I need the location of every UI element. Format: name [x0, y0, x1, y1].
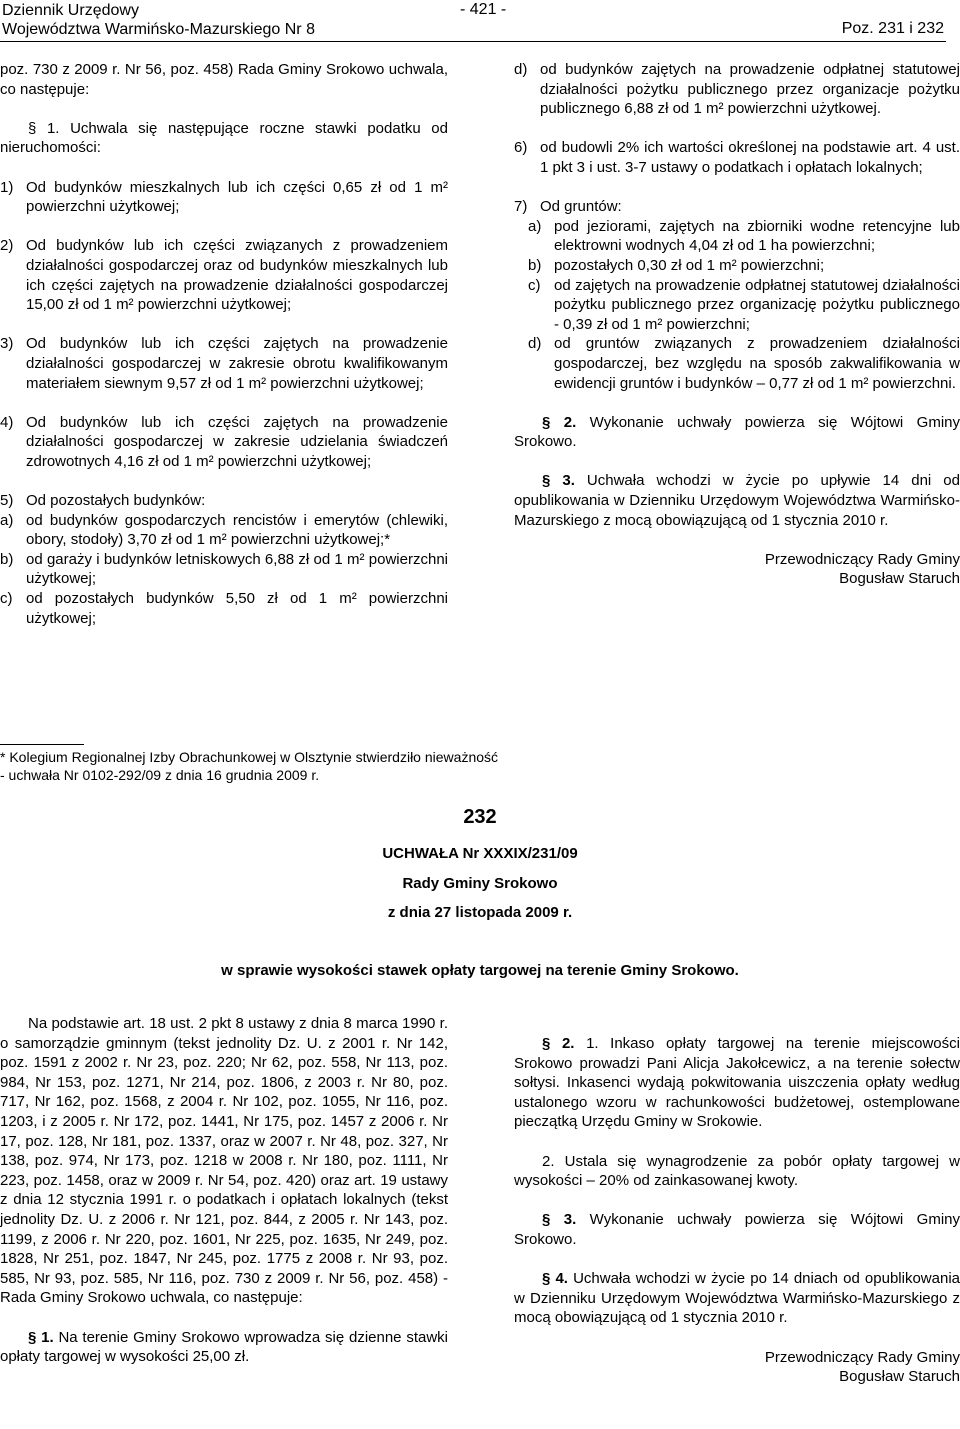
sub-item-letter: a) — [528, 217, 542, 235]
sub-item-letter: d) — [514, 61, 528, 78]
doc232-par3-num: § 3. — [542, 1211, 577, 1229]
sub-item-letter: b) — [0, 550, 14, 568]
doc231-signature-name: Bogusław Staruch — [839, 570, 960, 588]
sub-item-text: od gruntów związanych z prowadzeniem działalności gospodarczej, bez względu na sposób zakwalifikowania w ewidencji gruntów i budynków – 0,77 zł od 1 m² powierzchni. — [554, 335, 960, 392]
doc232-par1 — [0, 1328, 448, 1367]
doc232-subject: w sprawie wysokości stawek opłaty targowej na terenie Gminy Srokowo. — [221, 962, 739, 979]
item-number: 1) — [0, 178, 14, 196]
item-number: 6) — [514, 139, 528, 157]
doc232-left-column — [0, 1014, 448, 1367]
doc231-item-5 — [0, 491, 448, 511]
sub-item-letter: b) — [528, 256, 542, 274]
page-number: - 421 - — [460, 1, 507, 18]
sub-item-text: pozostałych 0,30 zł od 1 m² powierzchni; — [554, 256, 825, 274]
header-divider — [0, 41, 946, 42]
doc231-item-7c — [528, 276, 960, 335]
item-number: 2) — [0, 237, 14, 255]
item-text: Od budynków lub ich części zajętych na prowadzenie działalności gospodarczej w zakresie udzielania świadczeń zdrowotnych 4,16 zł od 1 m² powierzchni użytkowej; — [26, 413, 448, 470]
footnote-divider — [0, 744, 84, 745]
item-number: 5) — [0, 492, 14, 510]
doc232-par2-2: 2. Ustala się wynagrodzenie za pobór opłaty targowej w wysokości – 20% od zainkasowanej kwoty. — [514, 1152, 960, 1190]
doc232-par2-num: § 2. — [542, 1035, 575, 1052]
doc232-par4-num: § 4. — [542, 1270, 568, 1288]
item-text: Od gruntów: — [540, 198, 622, 216]
doc232-signature-name: Bogusław Staruch — [839, 1368, 960, 1386]
item-number: 4) — [0, 413, 14, 431]
doc231-item-5a — [0, 511, 448, 550]
doc231-par2 — [514, 413, 960, 452]
doc231-par3-text: Uchwała wchodzi w życie po upływie 14 dni od opublikowania w Dzienniku Urzędowym Województwa Warmińsko-Mazurskiego z mocą obowiązującą od 1 stycznia 2010 r. — [514, 472, 960, 529]
sub-item-letter: c) — [0, 590, 13, 608]
position-number: Poz. 231 i 232 — [841, 20, 944, 37]
doc232-par4 — [514, 1269, 960, 1328]
sub-item-text: od zajętych na prowadzenie odpłatnej statutowej działalności pożytku publicznego przez organizację pożytku publicznego - 0,39 zł od 1 m² powierzchni; — [554, 276, 960, 333]
sub-item-text: od pozostałych budynków 5,50 zł od 1 m² powierzchni użytkowej; — [26, 590, 448, 627]
doc231-par2-num: § 2. — [542, 413, 577, 431]
sub-item-text: od garaży i budynków letniskowych 6,88 zł od 1 m² powierzchni użytkowej; — [26, 550, 448, 588]
footnote — [0, 748, 498, 784]
journal-title-line2: Województwa Warmińsko-Mazurskiego Nr 8 — [2, 21, 315, 38]
doc231-item-6 — [514, 138, 960, 177]
doc231-item-4 — [0, 413, 448, 472]
doc232-basis: Na podstawie art. 18 ust. 2 pkt 8 ustawy z dnia 8 marca 1990 r. o samorządzie gminnym (tekst jednolity Dz. U. z 2001 r. Nr 142, poz. 1591 z 2002 r. Nr 23, poz. 220; Nr 62, poz. 558, Nr 113, poz. 984, Nr 153, poz. 1271, Nr 214, poz. 1806, z 2003 r. Nr 80, poz. 717, Nr 162, poz. 1568, z 2004 r. Nr 102, poz. 1055, Nr 116, poz. 1203, i z 2005 r. Nr 172, poz. 1441, Nr 175, poz. 1457 z 2006 r. Nr 17, poz. 128, Nr 181, poz. 1337, oraz w 2007 r. Nr 48, poz. 327, Nr 138, poz. 974, Nr 173, poz. 1218 w 2008 r. Nr 180, poz. 1111, Nr 223, poz. 1458, oraz w 2009 r. Nr 54, poz. 420) oraz art. 19 ustawy z dnia 12 stycznia 1991 r. o podatkach i opłatach lokalnych (tekst jednolity Dz. U. z 2006 r. Nr 121, poz. 844, z 2005 r. Nr 143, poz. 1199, z 2006 r. Nr 220, poz. 1601, Nr 225, poz. 1635, Nr 249, poz. 1828, Nr 251, poz. 1847, Nr 245, poz. 1775 z 2008 r. Nr 93, poz. 585, Nr 93, poz. 585, Nr 116, poz. 730 z 2009 r. Nr 56, poz. 458) - Rada Gminy Srokowo uchwala, co następuje: — [0, 1015, 448, 1307]
doc232-right-column — [514, 1034, 960, 1387]
item-text: Od budynków lub ich części zajętych na prowadzenie działalności gospodarczej w zakresie obrotu kwalifikowanym materiałem siewnym 9,57 zł od 1 m² powierzchni użytkowej; — [26, 335, 448, 392]
doc231-item-7d — [528, 334, 960, 393]
journal-title-line1: Dziennik Urzędowy — [2, 2, 139, 19]
doc231-par1-num: § 1. — [28, 119, 60, 137]
doc232-par4-text: Uchwała wchodzi w życie po 14 dniach od opublikowania w Dzienniku Urzędowym Województwa Warmińsko-Mazurskiego z mocą obowiązującą od 1 stycznia 2010 r. — [514, 1270, 960, 1327]
item-text: od budowli 2% ich wartości określonej na podstawie art. 4 ust. 1 pkt 3 i ust. 3-7 ustawy o podatkach i opłatach lokalnych; — [540, 139, 960, 176]
sub-item-text: od budynków gospodarczych rencistów i emerytów (chlewiki, obory, stodoły) 3,70 zł od 1 m² powierzchni użytkowej;* — [26, 511, 448, 549]
doc231-par1 — [0, 119, 448, 158]
sub-item-letter: a) — [0, 511, 14, 529]
doc232-par3 — [514, 1210, 960, 1249]
doc231-item-5b — [0, 550, 448, 589]
item-text: Od budynków mieszkalnych lub ich części 0,65 zł od 1 m² powierzchni użytkowej; — [26, 178, 448, 216]
doc231-item-2 — [0, 236, 448, 314]
doc231-par1-text: Uchwala się następujące roczne stawki podatku od nieruchomości: — [0, 119, 448, 157]
doc232-par1-text: Na terenie Gminy Srokowo wprowadza się dzienne stawki opłaty targowej w wysokości 25,00 zł. — [0, 1328, 448, 1366]
sub-item-text: od budynków zajętych na prowadzenie odpłatnej statutowej działalności pożytku publicznego przez organizacje pożytku publicznego 6,88 zł od 1 m² powierzchni użytkowej. — [540, 61, 960, 118]
doc231-item-7 — [514, 197, 960, 217]
doc231-par3-num: § 3. — [542, 472, 575, 490]
doc231-left-column — [0, 60, 448, 628]
doc232-par2-1 — [514, 1034, 960, 1132]
doc231-item-1 — [0, 178, 448, 217]
doc232-par3-text: Wykonanie uchwały powierza się Wójtowi Gminy Srokowo. — [514, 1211, 960, 1248]
item-number: 3) — [0, 335, 14, 353]
doc231-right-column — [514, 60, 960, 589]
doc232-title: UCHWAŁA Nr XXXIX/231/09 — [382, 845, 578, 862]
doc231-item-3 — [0, 334, 448, 393]
doc232-par2-1-text: 1. Inkaso opłaty targowej na terenie miejscowości Srokowo prowadzi Pani Alicja Jakołcewicz, a na terenie sołectw sołtysi. Inkasenci wydają pokwitowania uiszczenia opłaty według ustalonego wzoru w rachunkowości budżetowej, ostemplowane pieczątką Urzędu Gminy w Srokowie. — [514, 1035, 960, 1131]
doc231-item-5c — [0, 589, 448, 628]
doc232-par1-num: § 1. — [28, 1328, 54, 1346]
doc231-intro: poz. 730 z 2009 r. Nr 56, poz. 458) Rada Gminy Srokowo uchwala, co następuje: — [0, 61, 448, 98]
footnote-line1: * Kolegium Regionalnej Izby Obrachunkowej w Olsztynie stwierdziło nieważność — [0, 749, 499, 765]
item-text: Od pozostałych budynków: — [26, 492, 206, 510]
doc232-date: z dnia 27 listopada 2009 r. — [387, 904, 573, 921]
doc232-number: 232 — [463, 806, 497, 828]
doc231-par3 — [514, 471, 960, 530]
doc231-par2-text: Wykonanie uchwały powierza się Wójtowi Gminy Srokowo. — [514, 413, 960, 451]
doc231-item-5d — [514, 60, 960, 119]
sub-item-letter: c) — [528, 276, 541, 294]
doc232-authority: Rady Gminy Srokowo — [402, 875, 558, 892]
journal-title — [2, 1, 315, 39]
item-text: Od budynków lub ich części związanych z prowadzeniem działalności gospodarczej oraz od budynków mieszkalnych lub ich części zajętych na prowadzenie działalności gospodarczej 15,00 zł od 1 m² powierzchni użytkowej; — [26, 237, 448, 314]
sub-item-text: pod jeziorami, zajętych na zbiorniki wodne retencyjne lub elektrowni wodnych 4,04 zł od 1 ha powierzchni; — [554, 217, 960, 255]
sub-item-letter: d) — [528, 335, 542, 353]
doc231-signature-title: Przewodniczący Rady Gminy — [764, 550, 960, 568]
doc232-signature-title: Przewodniczący Rady Gminy — [764, 1348, 960, 1366]
doc231-item-7b — [528, 256, 960, 276]
footnote-line2: - uchwała Nr 0102-292/09 z dnia 16 grudnia 2009 r. — [0, 767, 320, 783]
item-number: 7) — [514, 198, 528, 216]
doc231-item-7a — [528, 217, 960, 256]
page-header — [0, 0, 960, 42]
